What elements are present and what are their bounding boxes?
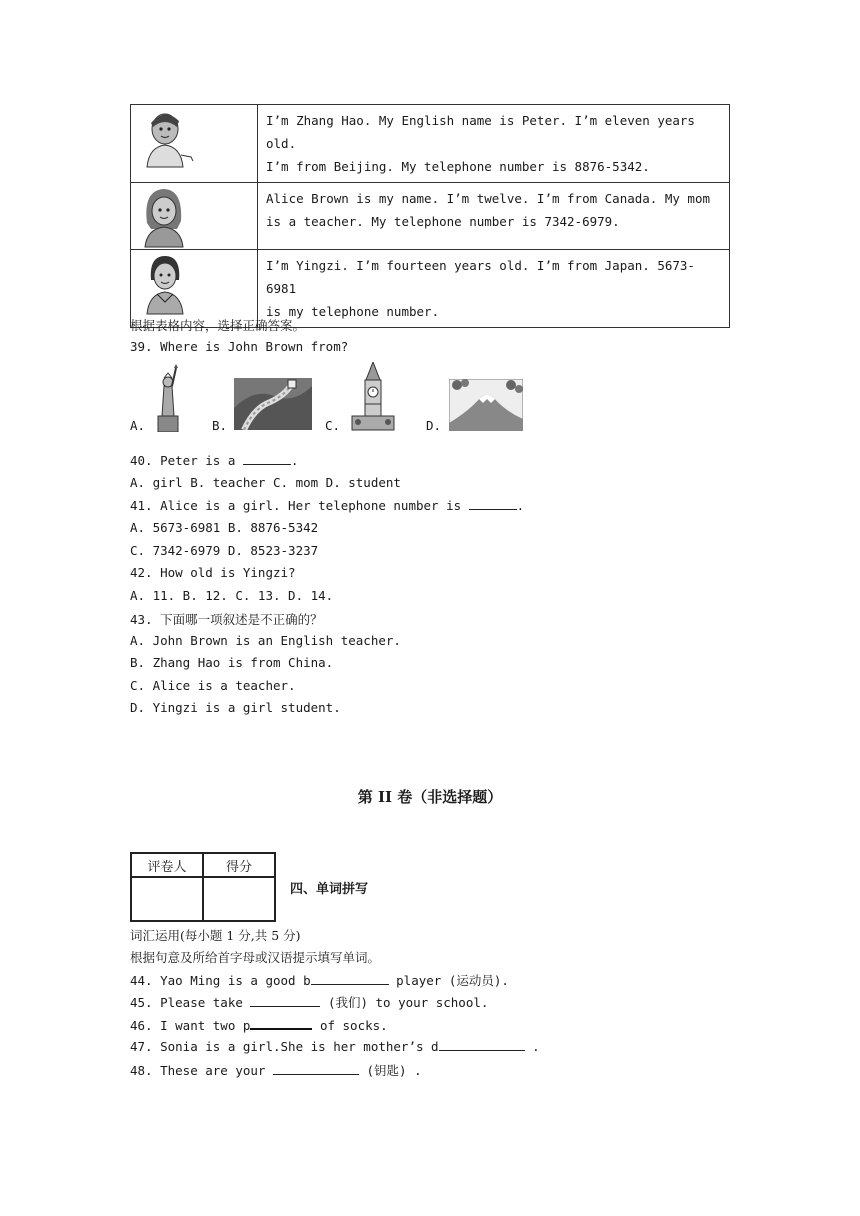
question-40-stem: 40. Peter is a . (130, 453, 299, 468)
score-cell (203, 877, 275, 921)
info-table (130, 104, 730, 328)
answer-blank (273, 1062, 359, 1075)
portrait-cell (131, 183, 258, 250)
table-text-line: is a teacher. My telephone number is 7342-6979. (266, 214, 620, 229)
table-row (131, 183, 730, 250)
score-table (130, 852, 276, 922)
grader-cell (131, 877, 203, 921)
vocab-note: 词汇运用(每小题 1 分,共 5 分) (130, 928, 301, 943)
question-43-option: C. Alice is a teacher. (130, 678, 296, 693)
question-43-option: D. Yingzi is a girl student. (130, 700, 341, 715)
part-2-title: 第 II 卷（非选择题） (357, 788, 503, 806)
answer-blank (243, 452, 291, 465)
portrait-cell (131, 105, 258, 183)
question-41-options: C. 7342-6979 D. 8523-3237 (130, 543, 319, 558)
question-45: 45. Please take (我们) to your school. (130, 995, 489, 1010)
section-4-title: 四、单词拼写 (290, 882, 369, 897)
big-ben-icon (350, 362, 396, 432)
question-44: 44. Yao Ming is a good b player (运动员). (130, 973, 509, 988)
vocab-instruction: 根据句意及所给首字母或汉语提示填写单词。 (130, 950, 381, 965)
score-header: 得分 (203, 853, 275, 877)
answer-blank (311, 972, 389, 985)
question-42-options: A. 11. B. 12. C. 13. D. 14. (130, 588, 334, 603)
question-46: 46. I want two p of socks. (130, 1018, 388, 1033)
question-43-stem: 43. 下面哪一项叙述是不正确的？ (130, 612, 323, 627)
answer-blank (439, 1038, 525, 1051)
option-a-label: A. (130, 418, 146, 433)
statue-of-liberty-icon (152, 364, 184, 432)
girl-portrait-icon (131, 183, 257, 249)
question-42-stem: 42. How old is Yingzi? (130, 565, 296, 580)
answer-blank (250, 994, 320, 1007)
mount-fuji-icon (449, 379, 523, 431)
option-d-label: D. (426, 418, 442, 433)
table-text-line: Alice Brown is my name. I’m twelve. I’m from Canada. My mom (266, 191, 711, 206)
question-47: 47. Sonia is a girl.She is her mother’s d . (130, 1039, 540, 1054)
table-text-line: I’m Zhang Hao. My English name is Peter. I’m eleven years old. (266, 113, 695, 151)
option-c-label: C. (325, 418, 341, 433)
question-43-option: A. John Brown is an English teacher. (130, 633, 401, 648)
question-41-stem: 41. Alice is a girl. Her telephone number is . (130, 498, 525, 513)
girl-school-portrait-icon (131, 250, 257, 316)
grader-header: 评卷人 (131, 853, 203, 877)
question-41-options: A. 5673-6981 B. 8876-5342 (130, 520, 319, 535)
boy-portrait-icon (131, 105, 257, 171)
option-b-label: B. (212, 418, 228, 433)
answer-blank (250, 1016, 312, 1030)
table-text-line: I’m from Beijing. My telephone number is 8876-5342. (266, 159, 650, 174)
question-48: 48. These are your (钥匙) . (130, 1063, 422, 1078)
table-text-line: I’m Yingzi. I’m fourteen years old. I’m from Japan. 5673-6981 (266, 258, 695, 296)
table-row (131, 105, 730, 183)
instruction-text: 根据表格内容，选择正确答案。 (130, 318, 306, 333)
question-40-options: A. girl B. teacher C. mom D. student (130, 475, 401, 490)
answer-blank (469, 497, 517, 510)
great-wall-icon (234, 378, 312, 430)
table-text-line: is my telephone number. (266, 304, 440, 319)
question-43-option: B. Zhang Hao is from China. (130, 655, 334, 670)
question-39-stem: 39. Where is John Brown from? (130, 339, 349, 354)
